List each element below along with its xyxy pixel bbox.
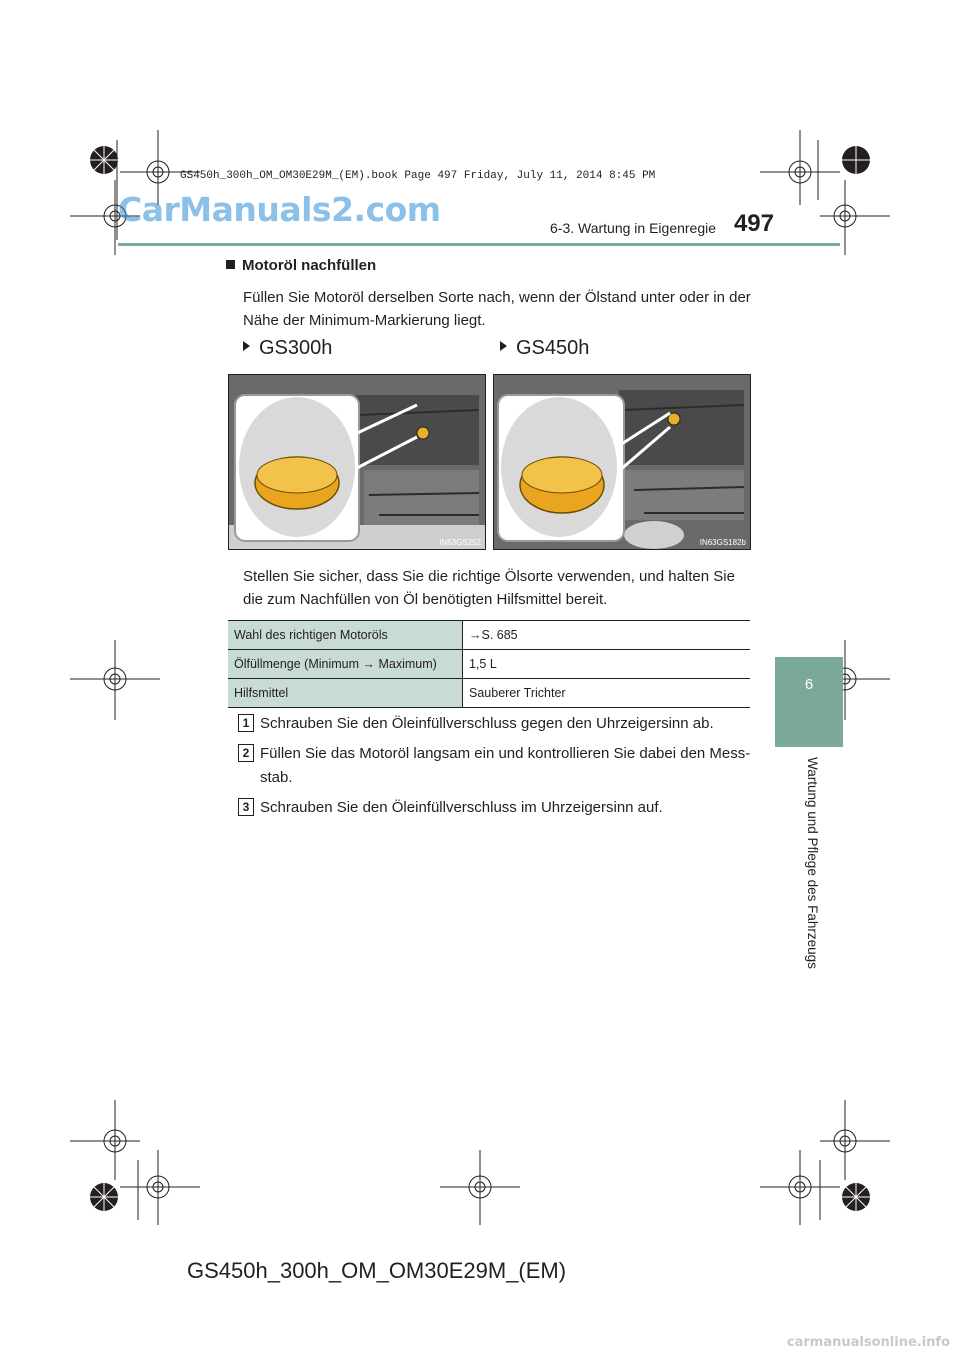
header-rule xyxy=(118,243,840,246)
footer-code: GS450h_300h_OM_OM30E29M_(EM) xyxy=(187,1258,567,1283)
intro-paragraph: Füllen Sie Motoröl derselben Sorte nach, wenn der Ölstand unter oder in der Nähe der Minimum-Markierung liegt. xyxy=(243,289,751,329)
table-label: Hilfsmittel xyxy=(228,679,463,708)
triangle-bullet-icon xyxy=(500,341,507,351)
triangle-bullet-icon xyxy=(243,341,250,351)
table-row xyxy=(228,650,750,679)
heading-text: Motoröl nachfüllen xyxy=(242,257,377,274)
table-value: Sauberer Trichter xyxy=(463,679,751,708)
chapter-title: Wartung und Pflege des Fahrzeugs xyxy=(805,757,820,969)
oil-info-table xyxy=(228,620,750,708)
model-label-gs300h: GS300h xyxy=(243,337,332,360)
step-number: 1 xyxy=(238,714,254,732)
page-number: 497 xyxy=(733,210,774,237)
engine-illustration xyxy=(494,375,750,549)
step-text: Schrauben Sie den Öleinfüllverschluss gegen den Uhrzeigersinn ab. xyxy=(260,715,714,732)
table-row xyxy=(228,621,750,650)
chapter-number: 6 xyxy=(804,676,814,693)
figure-code: IN63GS252 xyxy=(439,538,481,547)
figure-gs300h-oil-cap xyxy=(228,374,486,550)
engine-illustration xyxy=(229,375,485,549)
table-value: →S. 685 xyxy=(463,621,751,650)
note-paragraph: Stellen Sie sicher, dass Sie die richtige Ölsorte verwenden, und halten Sie die zum Nachfüllen von Öl benötigten Hilfsmittel bereit. xyxy=(243,568,735,608)
section-heading xyxy=(226,257,376,274)
step-text: Füllen Sie das Motoröl langsam ein und kontrollieren Sie dabei den Mess-stab. xyxy=(260,745,751,786)
table-row xyxy=(228,679,750,708)
step-number: 2 xyxy=(238,744,254,762)
figure-gs450h-oil-cap xyxy=(493,374,751,550)
section-title: 6-3. Wartung in Eigenregie xyxy=(550,220,717,236)
figure-code: IN63GS182b xyxy=(699,538,746,547)
table-label: Ölfüllmenge (Minimum → Maximum) xyxy=(228,650,463,679)
table-value: 1,5 L xyxy=(463,650,751,679)
watermark-bottom: carmanualsonline.info xyxy=(786,1335,950,1350)
chapter-tab xyxy=(775,657,843,747)
print-book-info: GS450h_300h_OM_OM30E29M_(EM).book Page 497 Friday, July 11, 2014 8:45 PM xyxy=(180,170,656,182)
model-label-gs450h: GS450h xyxy=(500,337,589,360)
step-text: Schrauben Sie den Öleinfüllverschluss im Uhrzeigersinn auf. xyxy=(260,799,663,816)
step-number: 3 xyxy=(238,798,254,816)
table-label: Wahl des richtigen Motoröls xyxy=(228,621,463,650)
square-bullet-icon xyxy=(226,260,235,269)
watermark-top: CarManuals2.com xyxy=(118,190,441,229)
